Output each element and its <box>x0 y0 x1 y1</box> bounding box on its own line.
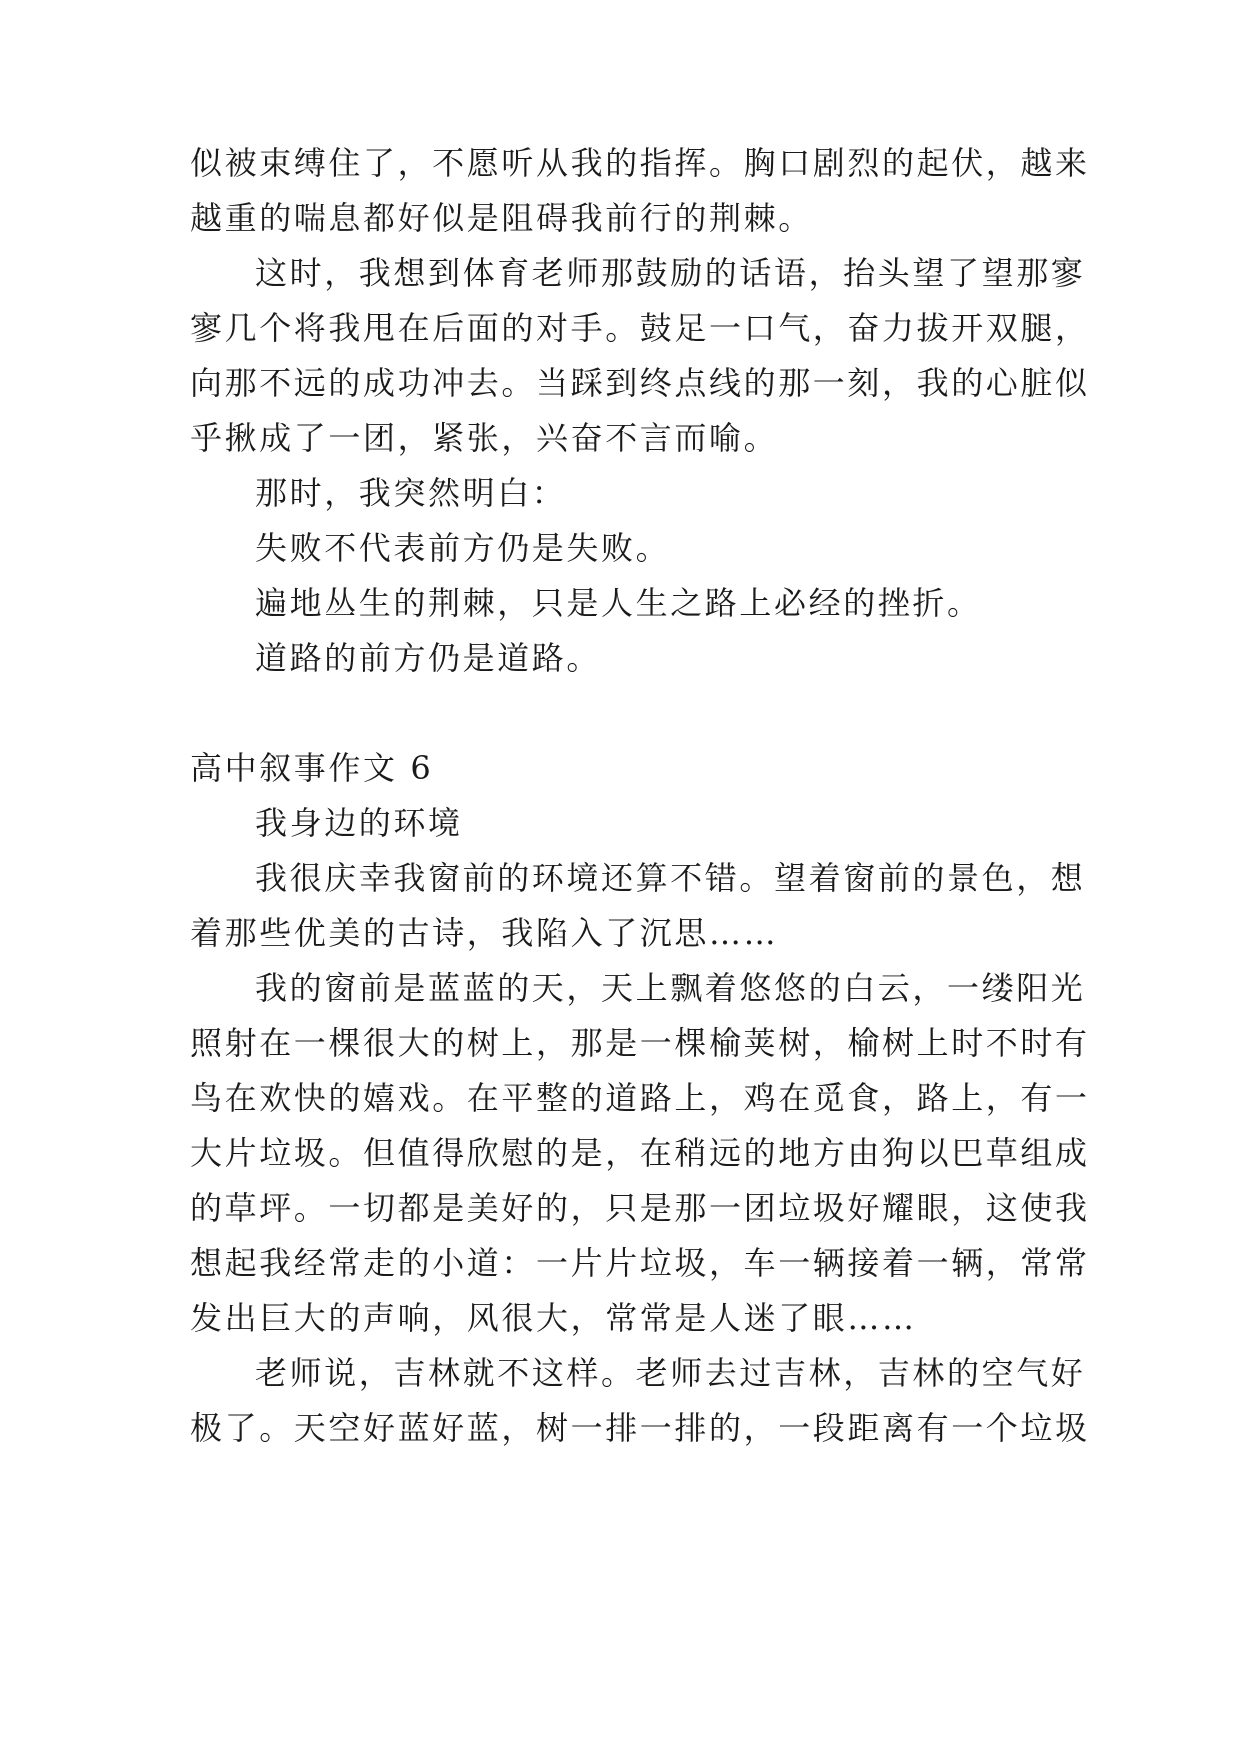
paragraph-start: 遍地丛生的荆棘，只是人生之路上必经的挫折。 <box>255 584 982 622</box>
text-line: 的草坪。一切都是美好的，只是那一团垃圾好耀眼，这使我 <box>190 1189 1090 1227</box>
text-line: 照射在一棵很大的树上，那是一棵榆荚树，榆树上时不时有 <box>190 1024 1090 1062</box>
section-heading: 高中叙事作文 6 <box>190 749 434 787</box>
text-line: 鸟在欢快的嬉戏。在平整的道路上，鸡在觅食，路上，有一 <box>190 1079 1090 1117</box>
text-line: 大片垃圾。但值得欣慰的是，在稍远的地方由狗以巴草组成 <box>190 1134 1090 1172</box>
text-line: 发出巨大的声响，风很大，常常是人迷了眼…… <box>190 1299 917 1337</box>
text-line: 着那些优美的古诗，我陷入了沉思…… <box>190 914 779 952</box>
paragraph-start: 失败不代表前方仍是失败。 <box>255 529 671 567</box>
text-line: 向那不远的成功冲去。当踩到终点线的那一刻，我的心脏似 <box>190 364 1090 402</box>
paragraph-start: 这时，我想到体育老师那鼓励的话语，抬头望了望那寥 <box>255 254 1086 292</box>
text-line: 想起我经常走的小道：一片片垃圾，车一辆接着一辆，常常 <box>190 1244 1090 1282</box>
paragraph-start: 那时，我突然明白： <box>255 474 567 512</box>
essay-title: 我身边的环境 <box>255 804 463 842</box>
text-line: 越重的喘息都好似是阻碍我前行的荆棘。 <box>190 199 813 237</box>
paragraph-start: 我很庆幸我窗前的环境还算不错。望着窗前的景色，想 <box>255 859 1086 897</box>
paragraph-start: 我的窗前是蓝蓝的天，天上飘着悠悠的白云，一缕阳光 <box>255 969 1086 1007</box>
text-line: 寥几个将我甩在后面的对手。鼓足一口气，奋力拔开双腿， <box>190 309 1090 347</box>
paragraph-start: 老师说，吉林就不这样。老师去过吉林，吉林的空气好 <box>255 1354 1086 1392</box>
paragraph-start: 道路的前方仍是道路。 <box>255 639 602 677</box>
text-line: 似被束缚住了，不愿听从我的指挥。胸口剧烈的起伏，越来 <box>190 144 1090 182</box>
text-line: 乎揪成了一团，紧张，兴奋不言而喻。 <box>190 419 779 457</box>
text-line: 极了。天空好蓝好蓝，树一排一排的，一段距离有一个垃圾 <box>190 1409 1090 1447</box>
